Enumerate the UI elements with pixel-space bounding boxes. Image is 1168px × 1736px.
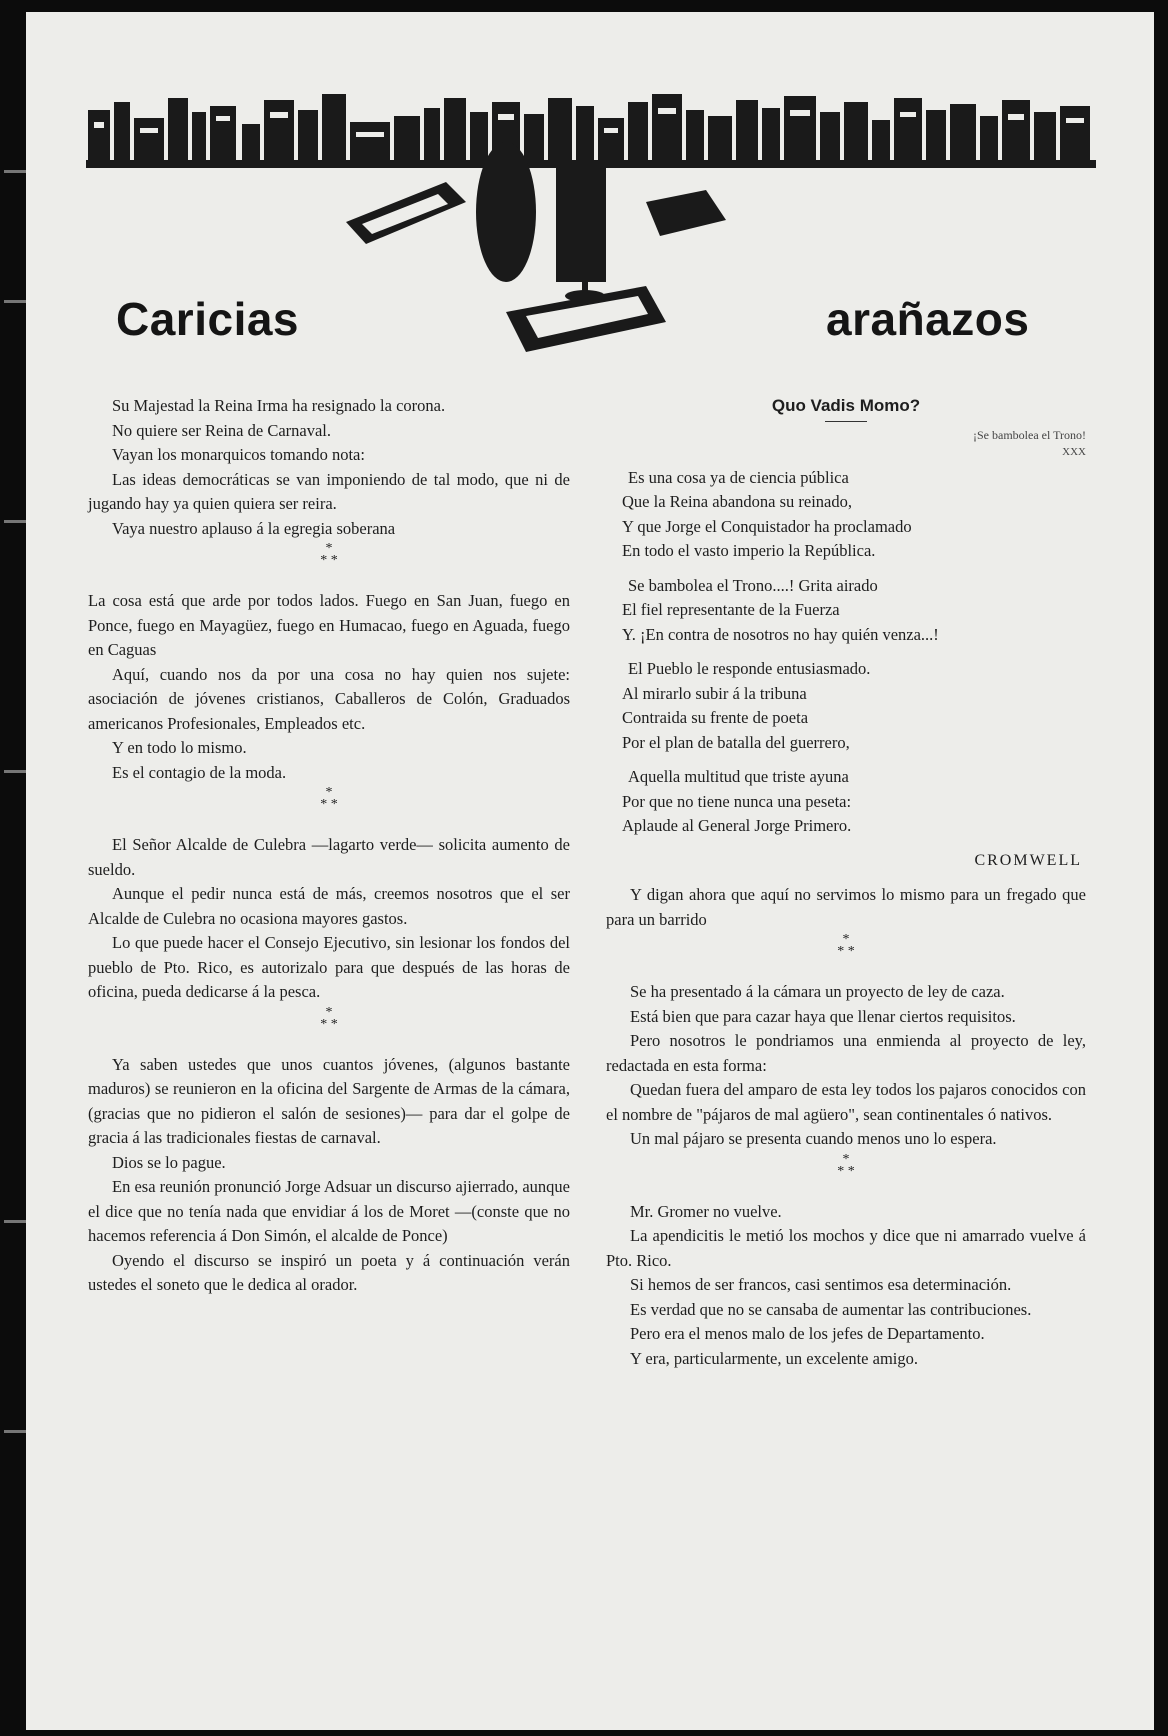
poem-epigraph: ¡Se bambolea el Trono! [973, 427, 1086, 442]
paragraph: Pero era el menos malo de los jefes de Departamento. [630, 1324, 985, 1343]
title-rule [825, 421, 867, 422]
poem-epigraph-author: XXX [1062, 445, 1086, 458]
asterism-separator: * * * [837, 1151, 855, 1179]
verse-line: Y que Jorge el Conquistador ha proclamado [622, 516, 912, 536]
paragraph: Y era, particularmente, un excelente amigo. [630, 1348, 919, 1368]
left-column [88, 394, 570, 1298]
paragraph: Y en todo lo mismo. [112, 738, 247, 757]
asterism-separator: * * * [320, 785, 338, 812]
binding-edge [0, 0, 26, 1736]
poem-stanza [606, 574, 1086, 648]
paragraph: Si hemos de ser francos, casi sentimos esa determinación. [630, 1275, 1012, 1294]
verse-line: Por que no tiene nunca una peseta: [622, 791, 852, 811]
poem-stanza [606, 765, 1086, 839]
paragraph: Se ha presentado á la cámara un proyecto de ley de caza. [630, 982, 1005, 1001]
verse-line: Por el plan de batalla del guerrero, [622, 732, 850, 752]
paragraph: Aquí, cuando nos da por una cosa no hay quien nos sujete: asociación de jóvenes cristianos, Caballeros de Colón, Graduados americanos Profesionales, Empleados etc. [88, 664, 570, 733]
paragraph: Dios se lo pague. [112, 1152, 226, 1172]
verse-line: En todo el vasto imperio la República. [622, 541, 876, 560]
paragraph: No quiere ser Reina de Carnaval. [112, 420, 331, 440]
verse-line: Contraida su frente de poeta [622, 708, 809, 727]
right-column [606, 394, 1086, 1371]
poem-title: Quo Vadis Momo? [771, 396, 921, 415]
paragraph: Aunque el pedir nunca está de más, creemos nosotros que el ser Alcalde de Culebra no ocasiona mayores gastos. [88, 884, 570, 928]
poem-stanza [606, 466, 1086, 564]
paragraph: El Señor Alcalde de Culebra —lagarto verde— solicita aumento de sueldo. [88, 835, 570, 879]
verse-line: Que la Reina abandona su reinado, [622, 492, 853, 511]
poem-signature: CROMWELL [974, 851, 1082, 869]
paragraph: La apendicitis le metió los mochos y dice que ni amarrado vuelve á Pto. Rico. [606, 1226, 1086, 1270]
asterism-separator: * * * [320, 541, 338, 568]
paragraph: Vayan los monarquicos tomando nota: [112, 445, 365, 464]
paragraph: Y digan ahora que aquí no servimos lo mismo para un fregado que para un barrido [606, 885, 1086, 929]
paragraph: Oyendo el discurso se inspiró un poeta y á continuación verán ustedes el soneto que le dedica al orador. [88, 1250, 570, 1294]
paragraph: Quedan fuera del amparo de esta ley todos los pajaros conocidos con el nombre de "pájaros de mal agüero", sean continentales ó nativos. [606, 1080, 1086, 1124]
asterism-separator: * * * [320, 1004, 338, 1032]
paragraph: Mr. Gromer no vuelve. [630, 1201, 782, 1221]
page-title-right: arañazos [826, 293, 1030, 345]
paragraph: Pero nosotros le pondriamos una enmienda al proyecto de ley, redactada en esta forma: [606, 1031, 1086, 1075]
verse-line: Al mirarlo subir á la tribuna [622, 683, 807, 703]
verse-line: Y. ¡En contra de nosotros no hay quién venza...! [622, 624, 939, 644]
paragraph: Las ideas democráticas se van imponiendo de tal modo, que ni de jugando hay ya quien quiera ser reira. [88, 469, 570, 513]
verse-line: Aplaude al General Jorge Primero. [622, 816, 852, 835]
paragraph: En esa reunión pronunció Jorge Adsuar un discurso ajierrado, aunque el dice que no tenía nada que envidiar á los de Moret —(conste que no hacemos referencia á Don Simón, el alcalde de Ponce) [88, 1177, 570, 1245]
verse-line: Se bambolea el Trono....! Grita airado [628, 575, 878, 595]
paragraph: Lo que puede hacer el Consejo Ejecutivo, sin lesionar los fondos del pueblo de Pto. Rico, es autorizalo para que después de las horas de oficina, pueda dedicarse á la pesca. [88, 933, 570, 1001]
page-title-left: Caricias [116, 293, 300, 345]
poem-stanza [606, 657, 1086, 755]
asterism-separator: * * * [837, 932, 855, 959]
magazine-page [26, 12, 1154, 1730]
paragraph: Su Majestad la Reina Irma ha resignado la corona. [112, 396, 446, 415]
paragraph: La cosa está que arde por todos lados. Fuego en San Juan, fuego en Ponce, fuego en Mayagüez, fuego en Humacao, fuego en Aguada, fuego en Caguas [88, 591, 570, 659]
paragraph: Un mal pájaro se presenta cuando menos uno lo espera. [630, 1129, 997, 1148]
paragraph: Es verdad que no se cansaba de aumentar las contribuciones. [630, 1299, 1032, 1319]
paragraph: Ya saben ustedes que unos cuantos jóvenes, (algunos bastante maduros) se reunieron en la oficina del Sargente de Armas de la cámara, (gracias que no pidieron el salón de sesiones)— para dar el golpe de gracia á las tradicionales fiestas de carnaval. [88, 1054, 570, 1147]
verse-line: Aquella multitud que triste ayuna [628, 767, 849, 786]
paragraph: Está bien que para cazar haya que llenar ciertos requisitos. [630, 1006, 1016, 1026]
verse-line: Es una cosa ya de ciencia pública [628, 467, 849, 487]
paragraph: Es el contagio de la moda. [112, 762, 287, 782]
verse-line: El fiel representante de la Fuerza [622, 600, 840, 619]
verse-line: El Pueblo le responde entusiasmado. [628, 659, 871, 678]
paragraph: Vaya nuestro aplauso á la egregia soberana [112, 518, 396, 538]
